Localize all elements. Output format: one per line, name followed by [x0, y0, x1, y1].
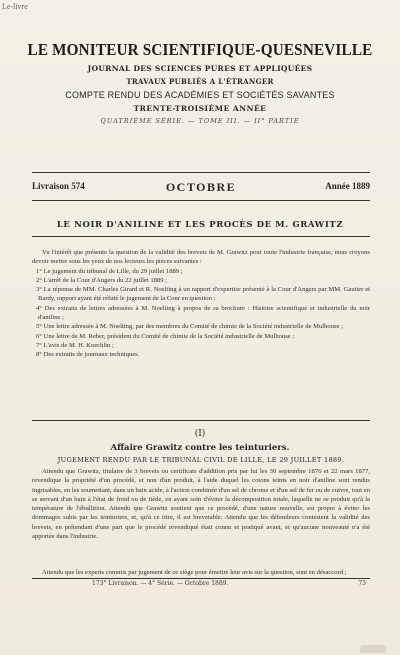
list-item: 5° Une lettre adressée à M. Noelting, par des membres du Comité de chimie de la Société industrielle de Mulhouse ;	[36, 323, 343, 331]
intro-paragraph: Vu l'intérêt que présente la question de la validité des brevets de M. Grawitz pour toute l'industrie française, nous croyons devoir mettre sous les yeux de nos lecteurs les pièces suivantes :	[32, 249, 370, 266]
journal-series: QUATRIÈME SÉRIE. — TOME III. — II° PARTIE	[100, 117, 300, 125]
issue-info	[32, 180, 370, 196]
list-item: 4° Des extraits de lettres adressées à M. Noelting à propos de sa brochure : Histoire scientifique et industrielle du noir d'aniline ;	[36, 304, 370, 322]
masthead	[0, 40, 400, 125]
list-item: 3° La réponse de MM. Charles Girard et R. Noelting à un rapport d'expertise présenté à la Cour d'Angers par MM. Gautier et Bardy, rapport ayant été réfuté le jugement de la Cour en question ;	[36, 286, 370, 303]
list-item: 1° Le jugement du tribunal de Lille, du 29 juillet 1889 ;	[36, 267, 183, 275]
judgment-closing: Attendu que les experts commis par jugement de ce siège pour émettre leur avis sur la question, sont en désaccord ;	[42, 569, 347, 576]
list-item: 2° L'arrêt de la Cour d'Angers du 22 juillet 1889 ;	[36, 276, 167, 284]
page-corner-tab	[360, 645, 386, 653]
issue-rule-top	[32, 172, 370, 173]
issue-number: Livraison 574	[32, 181, 85, 191]
list-item: 8° Des extraits de journaux techniques.	[36, 351, 140, 359]
judgment-last-line	[32, 568, 370, 577]
journal-subtitle-3: COMPTE RENDU DES ACADÉMIES ET SOCIÉTÉS SAVANTES	[65, 90, 335, 100]
issue-month: OCTOBRE	[165, 180, 237, 194]
footer-rule	[32, 578, 370, 579]
judgment-paragraph: Attendu que Grawitz, titulaire de 3 brevets ou certificats d'addition pris par lui les 30 septembre 1876 et 22 mars 1877, revendique la propriété d'un procédé, et non d'un produit, à l'aide duquel les cotons teints en noir d'aniline sont rendus ingrisables, en les soumettant, dans un bain acide, à l'action combinée d'un sel de chrome et d'un sel de fer ou de cuivre, tout en se servant d'un bain à l'état de froid ou de tiède, en ayant soin d'éviter la décomposition totale, laquelle ne se produit qu'à la température de l'ébullition. Attendu que Grawitz soutient que ce procédé, d'une nature nouvelle, est propre à éviter les dommages subis par les teinturiers, et, qu'à ce titre, il est brevetable. Attendu que les défendeurs contestent la validité des brevets, en prétendant d'une part que le procédé revendiqué était connu et pratiqué avant, et qu'aucune nouveauté n'a été apportée dans l'industrie.	[32, 468, 370, 541]
watermark-stamp: Le-livre	[2, 2, 28, 11]
list-item: 7° L'avis de M. H. Koechlin ;	[36, 341, 114, 349]
judgment-heading: JUGEMENT RENDU PAR LE TRIBUNAL CIVIL DE LILLE, LE 29 JUILLET 1889.	[57, 456, 345, 464]
section-rule	[32, 420, 370, 421]
page-footer	[32, 580, 370, 589]
issue-year: Année 1889	[325, 181, 370, 191]
article-rule	[32, 236, 370, 237]
journal-subtitle: JOURNAL DES SCIENCES PURES ET APPLIQUÉES	[87, 64, 313, 73]
intro-section	[32, 248, 370, 360]
section-title: Affaire Grawitz contre les teinturiers.	[110, 443, 290, 453]
judgment-section	[32, 467, 370, 567]
journal-title: LE MONITEUR SCIENTIFIQUE-QUESNEVILLE	[27, 40, 373, 59]
page-number: 73	[358, 580, 366, 587]
footer-issue-info: 173° Livraison. — 4° Série. — Octobre 1889.	[92, 580, 229, 587]
journal-subtitle-2: TRAVAUX PUBLIÉS A L'ÉTRANGER	[126, 77, 274, 86]
journal-year-label: TRENTE-TROISIÈME ANNÉE	[133, 104, 267, 113]
article-title: LE NOIR D'ANILINE ET LES PROCÈS DE M. GRAWITZ	[56, 220, 344, 230]
issue-rule-bottom	[32, 200, 370, 201]
list-item: 6° Une lettre de M. Reber, président du Comité de chimie de la Société industrielle de Mulhouse ;	[36, 332, 295, 340]
section-number: (I)	[194, 429, 206, 439]
